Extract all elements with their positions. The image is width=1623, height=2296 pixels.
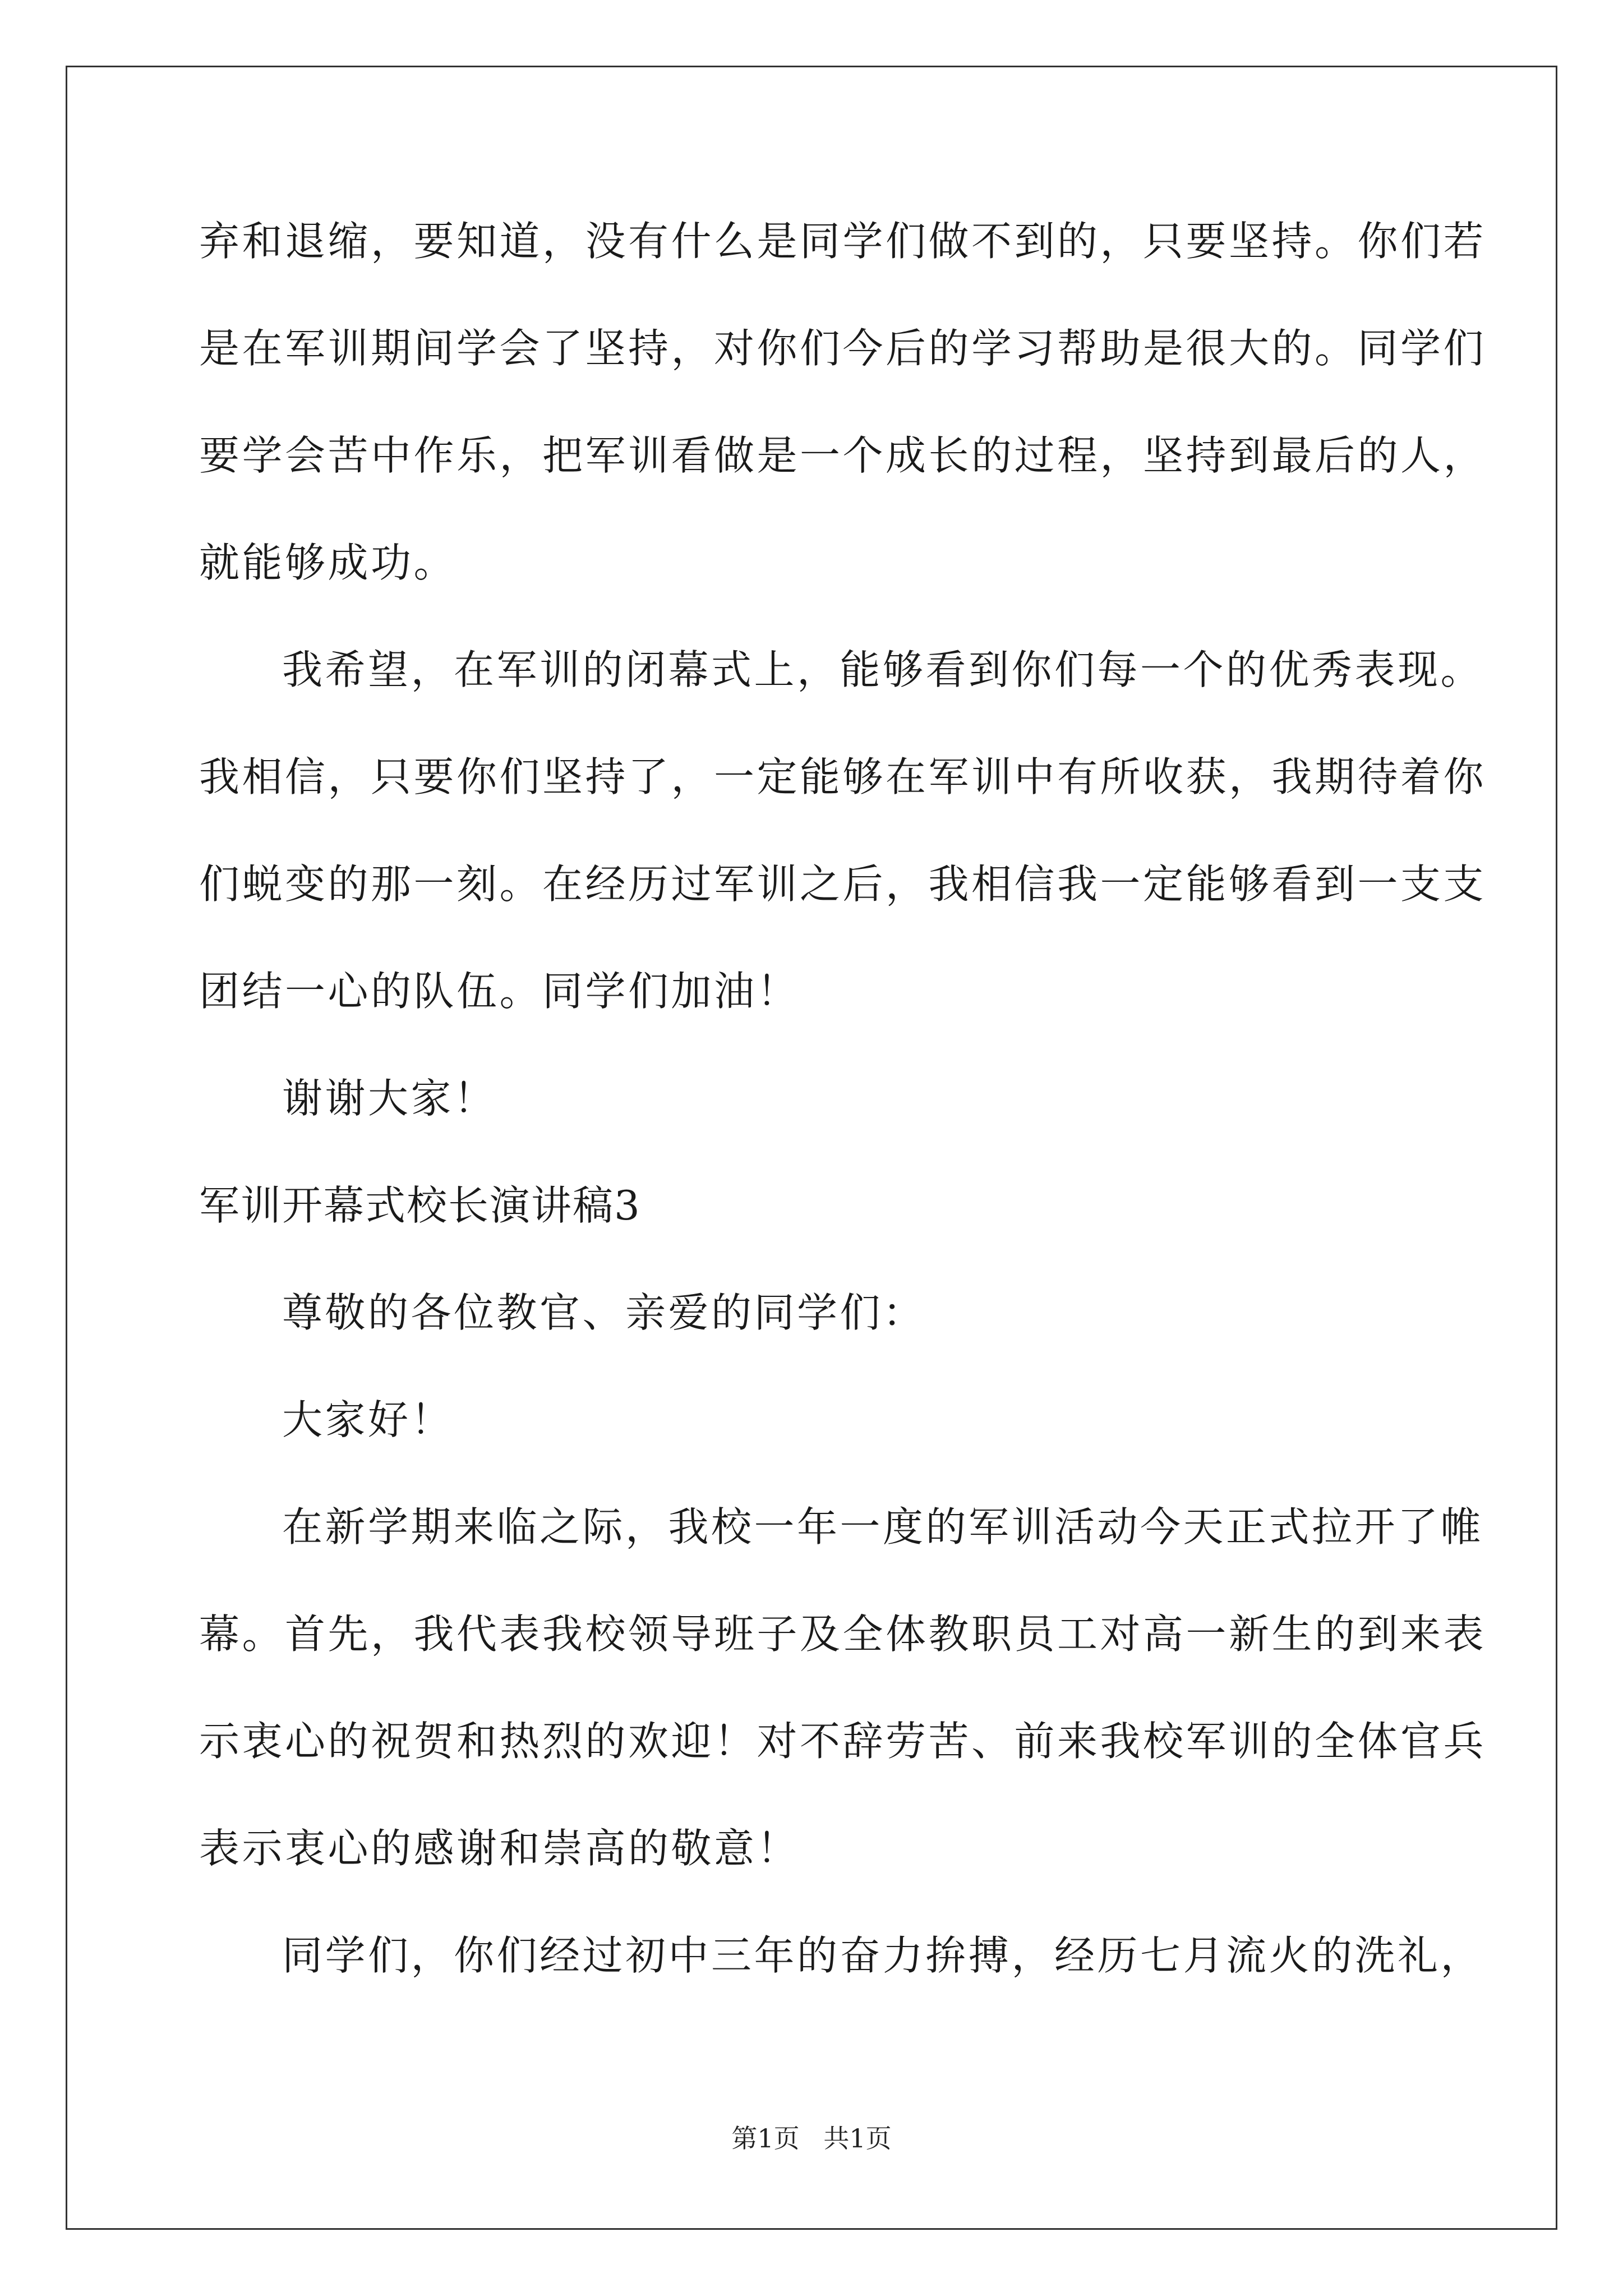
- text-line: 团结一心的队伍。同学们加油！: [199, 968, 800, 1015]
- section-heading: 军训开幕式校长演讲稿3: [199, 1182, 641, 1229]
- text-line: 示衷心的祝贺和热烈的欢迎！对不辞劳苦、前来我校军训的全体官兵: [199, 1718, 1487, 1765]
- page-number: 第1页: [731, 2123, 800, 2154]
- text-line: 弃和退缩，要知道，没有什么是同学们做不到的，只要坚持。你们若: [199, 218, 1487, 265]
- text-line: 我相信，只要你们坚持了，一定能够在军训中有所收获，我期待着你: [199, 753, 1487, 800]
- text-line: 要学会苦中作乐，把军训看做是一个成长的过程，坚持到最后的人，: [199, 432, 1487, 479]
- paragraph-first-line: 同学们，你们经过初中三年的奋力拚搏，经历七月流火的洗礼，: [282, 1932, 1484, 1979]
- paragraph-first-line: 谢谢大家！: [282, 1075, 497, 1122]
- page-border: [66, 66, 1557, 2230]
- text-line: 表示衷心的感谢和崇高的敬意！: [199, 1825, 800, 1872]
- text-line: 们蜕变的那一刻。在经历过军训之后，我相信我一定能够看到一支支: [199, 861, 1487, 908]
- text-line: 幕。首先，我代表我校领导班子及全体教职员工对高一新生的到来表: [199, 1611, 1487, 1658]
- page-total: 共1页: [823, 2123, 892, 2154]
- salutation: 尊敬的各位教官、亲爱的同学们：: [282, 1289, 926, 1336]
- text-line: 就能够成功。: [199, 539, 457, 586]
- paragraph-first-line: 在新学期来临之际，我校一年一度的军训活动今天正式拉开了帷: [282, 1503, 1484, 1550]
- greeting: 大家好！: [282, 1396, 454, 1443]
- page-footer: [0, 2122, 1623, 2155]
- text-line: 是在军训期间学会了坚持，对你们今后的学习帮助是很大的。同学们: [199, 325, 1487, 372]
- paragraph-first-line: 我希望，在军训的闭幕式上，能够看到你们每一个的优秀表现。: [282, 646, 1484, 693]
